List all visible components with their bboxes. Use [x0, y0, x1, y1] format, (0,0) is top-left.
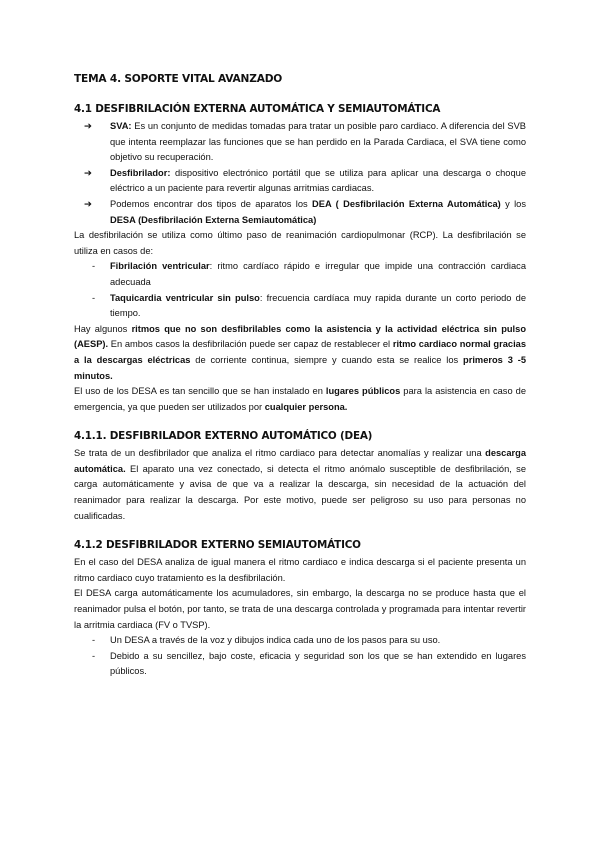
desa-item-voz [92, 633, 526, 649]
arrow-item-sva [84, 119, 526, 166]
intro-paragraph: La desfibrilación se utiliza como último paso de reanimación cardiopulmonar (RCP). La desfibrilación se utiliza en casos de: [74, 230, 526, 256]
desa-item-sencillez [92, 649, 526, 680]
dea-paragraph [74, 446, 526, 524]
arrow-icon: ➔ [84, 167, 92, 178]
usage-paragraph [74, 384, 526, 415]
desa-item-voz-text: Un DESA a través de la voz y dibujos indica cada uno de los pasos para su uso. [110, 635, 441, 646]
dea-text-1: Se trata de un desfibrilador que analiza el ritmo cardiaco para detectar anomalías y realizar una [74, 448, 486, 459]
section-heading-4-1-1: 4.1.1. DESFIBRILADOR EXTERNO AUTOMÁTICO (DEA) [74, 430, 373, 443]
rhythms-paragraph [74, 322, 526, 384]
dea-text-2: El aparato una vez conectado, si detecta el ritmo anómalo susceptible de desfibrilación, se carga automáticamente y avisa de que va a realizar la descarga, sin necesidad de la actuación del reanimador para realizar la descarga. Por este motivo, puede ser peligroso su uso para personas no cualificadas. [74, 463, 526, 521]
desa-paragraph-1: En el caso del DESA analiza de igual manera el ritmo cardiaco e indica descarga si el paciente presenta un ritmo cardiaco cuyo tratamiento es la desfibrilación. [74, 557, 526, 583]
rhythms-bold-1: ritmos que no son desfibrilables como la asistencia y la actividad eléctrica sin pulso (AESP). [74, 323, 526, 350]
dash-bullet: - [92, 261, 96, 272]
rhythms-text-1: Hay algunos [74, 323, 132, 334]
rhythms-text-2: En ambos casos la desfibrilación puede ser capaz de restablecer el [108, 339, 393, 350]
dea-bold-1: descarga automática. [74, 448, 526, 474]
desa-item-sencillez-text: Debido a su sencillez, bajo coste, eficacia y seguridad son los que se han extendido en lugares públicos. [110, 650, 526, 677]
term-sva: SVA: [110, 121, 132, 131]
rhythms-bold-3: primeros 3 -5 minutos. [74, 354, 526, 381]
term-desfibrilador: Desfibrilador: [110, 167, 171, 178]
term-fibrilacion: Fibrilación ventricular [110, 261, 210, 272]
usage-text-2: para la asistencia en caso de emergencia, ya que pueden ser utilizados por [74, 386, 526, 412]
arrow-item-desfibrilador [84, 166, 526, 197]
definition-taquicardia: : frecuencia cardíaca muy rapida durante un corto periodo de tiempo. [110, 292, 526, 319]
section-heading-4-1-2: 4.1.2 DESFIBRILADOR EXTERNO SEMIAUTOMÁTICO [74, 539, 361, 552]
term-taquicardia: Taquicardia ventricular sin pulso [110, 292, 260, 303]
rhythms-bold-2: ritmo cardiaco normal gracias a la descargas eléctricas [74, 339, 526, 365]
definition-desfibrilador: dispositivo electrónico portátil que se utiliza para aplicar una descarga o choque eléctrico a un paciente para revertir algunas arritmias cardiacas. [110, 167, 526, 194]
definition-fibrilacion: : ritmo cardíaco rápido e irregular que impide una contracción cardiaca adecuada [110, 261, 526, 287]
tipos-text-2: y los [500, 198, 526, 209]
case-item-taquicardia [92, 291, 526, 322]
arrow-icon: ➔ [84, 198, 92, 209]
arrow-item-tipos [84, 197, 526, 228]
usage-text-1: El uso de los DESA es tan sencillo que se han instalado en [74, 386, 326, 397]
document-content [74, 72, 526, 680]
term-dea: DEA ( Desfibrilación Externa Automática) [312, 198, 501, 209]
case-item-fibrilacion [92, 259, 526, 290]
arrow-icon: ➔ [84, 121, 92, 131]
dash-bullet: - [92, 292, 96, 303]
dash-bullet: - [92, 635, 96, 646]
cases-list [74, 259, 526, 321]
dash-bullet: - [92, 650, 96, 661]
arrow-list [74, 119, 526, 228]
usage-bold-2: cualquier persona. [264, 401, 348, 412]
term-desa: DESA (Desfibrilación Externa Semiautomática) [110, 214, 317, 225]
usage-bold-1: lugares públicos [325, 386, 401, 397]
section-heading-4-1: 4.1 DESFIBRILACIÓN EXTERNA AUTOMÁTICA Y SEMIAUTOMÁTICA [74, 103, 441, 115]
definition-sva: Es un conjunto de medidas tomadas para tratar un posible paro cardiaco. A diferencia del SVB que intenta reemplazar las funciones que se han perdido en la Parada Cardiaca, el SVA tiene como objetivo su recuperación. [110, 121, 526, 163]
desa-paragraph-2: El DESA carga automáticamente los acumuladores, sin embargo, la descarga no se produce hasta que el reanimador pulsa el botón, por tanto, se trata de una descarga controlada y programada para intentar revertir la arritmia cardiaca (FV o TVSP). [74, 588, 526, 630]
desa-list [74, 633, 526, 680]
tipos-text-1: Podemos encontrar dos tipos de aparatos los [110, 198, 313, 209]
document-title: TEMA 4. SOPORTE VITAL AVANZADO [74, 73, 283, 85]
rhythms-text-3: de corriente continua, siempre y cuando esta se realice los [190, 354, 464, 365]
